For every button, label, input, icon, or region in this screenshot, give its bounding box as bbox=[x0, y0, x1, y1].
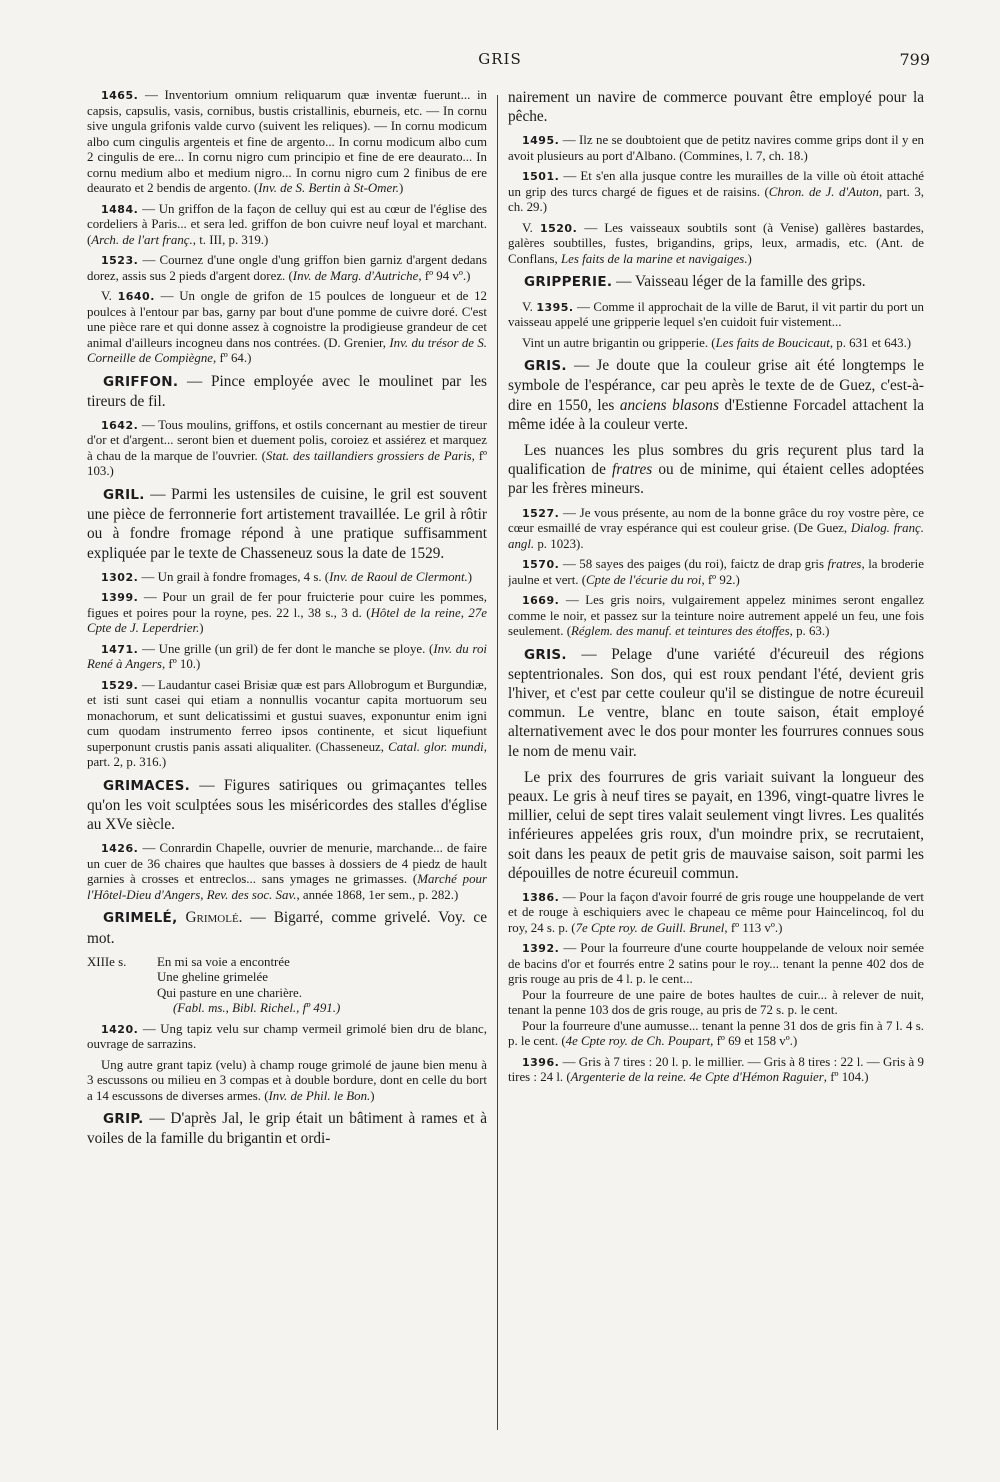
citation-source: Cpte de l'écurie du roi bbox=[586, 572, 702, 587]
citation-year: 1669. bbox=[522, 594, 560, 608]
citation-source: Arch. de l'art franç. bbox=[91, 232, 193, 247]
headword-variant: Grimolé. bbox=[177, 909, 243, 927]
citation-year: 1501. bbox=[522, 170, 560, 184]
citation-source: Hôtel de la reine, 27e Cpte de J. Leperdrier. bbox=[87, 605, 487, 636]
left-column bbox=[87, 88, 487, 1448]
citation-1395-cont: Vint un autre brigantin ou gripperie. (Les faits de Boucicaut, p. 631 et 643.) bbox=[522, 335, 912, 350]
citation-year: 1426. bbox=[101, 842, 139, 856]
entry-gris-fur-para2: Le prix des fourrures de gris variait suivant la longueur des peaux. Le gris à neuf tires se payait, en 1396, vingt-quatre livres le millier, celui de sept tires valait seulement vingt livres. Les qualités inférieures appelées gris roux, d'un moindre prix, se recrutaient, soit dans les peaux de petit gris de mauvaise saison, soit parmi les dépouilles de notre écureuil commun. bbox=[508, 768, 924, 882]
citation-1484: 1484. — Un griffon de la façon de celluy qui est au cœur de l'église des cordeliers à Paris... et sera led. griffon de bon cuivre neuf loyal et marchant. (Arch. de l'art franç., t. III, p. 319.) bbox=[87, 201, 487, 247]
verse-quote bbox=[87, 955, 487, 1017]
citation-1642: 1642. — Tous moulins, griffons, et ostils concernant au mestier de tireur d'or et d'argent... seront bien et duement polis, coroiez et assiérez et marquez à chau de la marque de l'ouvrier. (Stat. des taillandiers grossiers de Paris, fº 103.) bbox=[87, 417, 487, 479]
citation-source: Dialog. franç. angl. bbox=[508, 521, 924, 551]
verse-line: Une gheline grimelée bbox=[157, 970, 268, 985]
citation-1465: 1465. — Inventorium omnium reliquarum quæ inventæ fuerunt... in capsis, capsulis, vasis, cornibus, bustis cristallinis, eburneis, etc. — In cornu sive ungula grifonis valde curvo (suivent les reliques). — In cornu modicum albo cum cingulis argenteis et fine de argento... In cornu modicum albo cum 2 cingulis de ere... In cornu nigro cum principio et fine de ere deaurato... In cornu medium albo et medium nigro... In cornu nigro cum 2 finibus de ere deaurato et 2 bendis de argento. (Inv. de S. Bertin à St-Omer.) bbox=[87, 88, 487, 195]
citation-1640: V. 1640. — Un ongle de grifon de 15 poulces de longueur et de 12 poulces à l'entour par bas, garny par bout d'une pomme de cuivre doré. C'est une pièce rare et qui donne assez à cognoistre la prodigieuse grandeur de cet animal d'ailleurs incogneu dans nos contrées. (D. Grenier, Inv. du trésor de S. Corneille de Compiègne, fº 64.) bbox=[87, 289, 487, 365]
citation-1420-cont: Ung autre grant tapiz (velu) à champ rouge grimolé de jaune bien menu à 3 escussons ou milieu en 3 compas et à double bordure, dont en celle du bort a 14 escussons de diverses armes. (Inv. de Phil. le Bon.) bbox=[87, 1057, 487, 1103]
citation-year: 1520. bbox=[539, 221, 578, 235]
citation-1570: 1570. — 58 sayes des paiges (du roi), faictz de drap gris fratres, la broderie jaulne et vert. (Cpte de l'écurie du roi, fº 92.) bbox=[508, 557, 924, 587]
citation-source: Réglem. des manuf. et teintures des étoffes bbox=[571, 624, 790, 639]
citation-1386: 1386. — Pour la façon d'avoir fourré de gris rouge une houppelande de vert et de rouge à eschiquiers avec le chapeau ce même pour Haincelincoq, fol du roy, 24 s. p. (7e Cpte roy. de Guill. Brunel, fº 113 vº.) bbox=[508, 889, 924, 935]
headword: GRIL. bbox=[103, 486, 145, 503]
headword: GRIS. bbox=[524, 646, 567, 663]
citation-1395: V. 1395. — Comme il approchait de la ville de Barut, il vit partir du port un vaisseau appelé une gripperie lequel s'en cuidoit fuir vistement... bbox=[508, 299, 924, 330]
citation-year: 1420. bbox=[101, 1022, 139, 1036]
citation-year: 1392. bbox=[522, 942, 560, 956]
citation-source: Argenterie de la reine. 4e Cpte d'Hémon Raguier bbox=[570, 1070, 824, 1085]
entry-grimele: GRIMELÉ, Grimolé. — Bigarré, comme grivelé. Voy. ce mot. bbox=[87, 909, 487, 947]
citation-source: Les faits de Boucicaut bbox=[715, 335, 830, 350]
column-divider bbox=[497, 95, 498, 1430]
citation-source: Inv. du roi René à Angers bbox=[87, 641, 487, 672]
headword: GRIMACES. bbox=[103, 777, 191, 794]
citation-year: 1527. bbox=[522, 506, 560, 520]
citation-year: 1399. bbox=[101, 591, 139, 605]
headword: GRIMELÉ, bbox=[103, 910, 178, 927]
page-number: 799 bbox=[899, 50, 930, 69]
citation-source: Inv. du trésor de S. Corneille de Compiègne bbox=[87, 335, 487, 365]
citation-source: Stat. des taillandiers grossiers de Paris bbox=[265, 448, 472, 463]
entry-gril: GRIL. — Parmi les ustensiles de cuisine, le gril est souvent une pièce de ferronnerie fort artistement travaillée. Le gril à rôtir ou à fondre fromage répond à une pratique suffisamment expliquée par le texte de Chasseneuz sous la date de 1529. bbox=[87, 485, 487, 562]
citation-year: 1471. bbox=[101, 642, 139, 656]
citation-1399: 1399. — Pour un grail de fer pour fruicterie pour cuire les pommes, figues et poires pour la royne, pes. 22 l., 38 s., 3 d. (Hôtel de la reine, 27e Cpte de J. Leperdrier.) bbox=[87, 590, 487, 636]
citation-source: Chron. de J. d'Auton bbox=[768, 184, 879, 199]
citation-source: 4e Cpte roy. de Ch. Poupart bbox=[565, 1034, 711, 1049]
verse-source: (Fabl. ms., Bibl. Richel., fº 491.) bbox=[173, 1001, 341, 1016]
right-column bbox=[508, 88, 924, 1448]
citation-year: 1302. bbox=[101, 570, 139, 584]
citation-1392: 1392. — Pour la fourreure d'une courte houppelande de veloux noir semée de bacins d'or et fourrés entre 2 satins pour le roy... tenant la penne 402 dos de gris rouge au pris de 4 l. p. le cent... bbox=[508, 941, 924, 987]
verse-century: XIIIe s. bbox=[87, 954, 127, 969]
entry-gris-color-para2: Les nuances les plus sombres du gris reçurent plus tard la qualification de fratres ou de minime, qui étaient celles adoptées par les frères mineurs. bbox=[508, 441, 924, 498]
entry-grip-continued: nairement un navire de commerce pouvant être employé pour la pêche. bbox=[508, 89, 924, 126]
citation-year: 1570. bbox=[522, 558, 560, 572]
entry-grip: GRIP. — D'après Jal, le grip était un bâtiment à rames et à voiles de la famille du brigantin et ordi- bbox=[87, 1110, 487, 1148]
headword: GRIP. bbox=[103, 1111, 144, 1128]
citation-year: 1395. bbox=[536, 300, 574, 314]
entry-gris-fur: GRIS. — Pelage d'une variété d'écureuil des régions septentrionales. Son dos, qui est roux pendant l'été, devient gris l'hiver, et c'est par cette couleur qu'il se distingue de notre écureuil commun. Le ventre, blanc en toute saison, était employé alternativement avec le dos pour monter les fourrures connues sous le nom de menu vair. bbox=[508, 645, 924, 760]
headword: GRIPPERIE. bbox=[524, 274, 613, 291]
citation-year: 1465. bbox=[101, 89, 139, 102]
citation-year: 1386. bbox=[522, 890, 560, 904]
headword: GRIS. bbox=[524, 358, 567, 375]
verse-line: En mi sa voie a encontrée bbox=[157, 954, 290, 969]
citation-1523: 1523. — Cournez d'une ongle d'ung griffon bien garniz d'argent dedans dorez, assis sus 2 pieds d'argent dorez. (Inv. de Marg. d'Autriche, fº 94 vº.) bbox=[87, 253, 487, 283]
citation-1501: 1501. — Et s'en alla jusque contre les murailles de la ville où étoit attaché un grip des turcs chargé de figues et de raisins. (Chron. de J. d'Auton, part. 3, ch. 29.) bbox=[508, 169, 924, 215]
citation-year: 1396. bbox=[522, 1055, 560, 1069]
citation-1520: V. 1520. — Les vaisseaux soubtils sont (à Venise) gallères bastardes, galères soubtilles, fustes, brigandins, grips, leux, armadis, etc. (Ant. de Conflans, Les faits de la marine et navigaiges.) bbox=[508, 220, 924, 266]
citation-source: Catal. glor. mundi bbox=[388, 739, 484, 754]
citation-year: 1523. bbox=[101, 254, 139, 267]
citation-1426: 1426. — Conrardin Chapelle, ouvrier de menurie, marchande... de faire un cuer de 36 chaires que haultes que basses à dossiers de 4 piedz de hault garnies à crosses et entreclos... sans ymages ne grimasses. (Marché pour l'Hôtel-Dieu d'Angers, Rev. des soc. Sav., année 1868, 1er sem., p. 282.) bbox=[87, 841, 487, 902]
citation-1302: 1302. — Un grail à fondre fromages, 4 s. (Inv. de Raoul de Clermont.) bbox=[101, 569, 473, 584]
citation-source: Inv. de Raoul de Clermont. bbox=[329, 569, 468, 584]
citation-1529: 1529. — Laudantur casei Brisiæ quæ est pars Allobrogum et Burgundiæ, et isti sunt casei qui etiam a nonnullis vocantur capita mortuorum seu monachorum, et sunt delicatissimi et gustui suaves, exponuntur enim igni cum quodam instrumento ferreo ipsos continente, et sicut liquefiunt superponunt crustis panis assati aliqualiter. (Chasseneuz, Catal. glor. mundi, part. 2, p. 316.) bbox=[87, 677, 487, 770]
citation-1396: 1396. — Gris à 7 tires : 20 l. p. le millier. — Gris à 8 tires : 22 l. — Gris à 9 tires : 24 l. (Argenterie de la reine. 4e Cpte d'Hémon Raguier, fº 104.) bbox=[508, 1054, 924, 1085]
entry-gripperie: GRIPPERIE. — Vaisseau léger de la famille des grips. bbox=[524, 273, 866, 291]
entry-grimaces: GRIMACES. — Figures satiriques ou grimaçantes telles qu'on les voit sculptées sous les miséricordes des stalles d'église au XVe siècle. bbox=[87, 776, 487, 834]
citation-year: 1495. bbox=[522, 134, 560, 148]
citation-year: 1640. bbox=[117, 290, 155, 303]
headword: GRIFFON. bbox=[103, 373, 179, 390]
citation-source: Inv. de Marg. d'Autriche bbox=[292, 268, 419, 283]
citation-1420: 1420. — Ung tapiz velu sur champ vermeil grimolé bien dru de blanc, ouvrage de sarrazins. bbox=[87, 1021, 487, 1052]
citation-1392-cont: Pour la fourreure d'une aumusse... tenant la penne 31 dos de gris fin à 7 l. 4 s. p. le cent. (4e Cpte roy. de Ch. Poupart, fº 69 et 158 vº.) bbox=[508, 1018, 924, 1049]
citation-source: Marché pour l'Hôtel-Dieu d'Angers, Rev. des soc. Sav. bbox=[87, 872, 487, 902]
citation-source: 7e Cpte roy. de Guill. Brunel bbox=[575, 920, 725, 935]
entry-griffon: GRIFFON. — Pince employée avec le moulinet par les tireurs de fil. bbox=[87, 372, 487, 410]
citation-source: Les faits de la marine et navigaiges. bbox=[561, 251, 748, 266]
verse-line: Qui pasture en une charière. bbox=[157, 985, 302, 1000]
citation-source: Inv. de Phil. le Bon. bbox=[268, 1088, 371, 1103]
citation-year: 1529. bbox=[101, 678, 139, 692]
citation-year: 1642. bbox=[101, 418, 139, 432]
running-head bbox=[0, 50, 1000, 74]
citation-1392-cont: Pour la fourreure de une paire de botes haultes de cuir... à relever de nuit, tenant la penne 103 dos de gris rouge, au pris de 72 s. p. le cent. bbox=[508, 987, 924, 1018]
citation-1495: 1495. — Ilz ne se doubtoient que de petitz navires comme grips dont il y en avoit plusieurs au port d'Albano. (Commines, l. 7, ch. 18.) bbox=[508, 133, 924, 163]
citation-1669: 1669. — Les gris noirs, vulgairement appelez minimes seront engallez comme le noir, et passez sur la teinture noire autrement appelé un feu, une fois seulement. (Réglem. des manuf. et teintures des étoffes, p. 63.) bbox=[508, 593, 924, 639]
citation-1527: 1527. — Je vous présente, au nom de la bonne grâce du roy vostre père, ce cœur esmaillé de vray espérance qui est couleur grise. (De Guez, Dialog. franç. angl. p. 1023). bbox=[508, 505, 924, 551]
citation-source: Inv. de S. Bertin à St-Omer. bbox=[258, 181, 400, 195]
page-header-title: GRIS bbox=[478, 50, 522, 68]
citation-1471: 1471. — Une grille (un gril) de fer dont le manche se ploye. (Inv. du roi René à Angers, fº 10.) bbox=[87, 641, 487, 672]
citation-year: 1484. bbox=[101, 202, 139, 216]
entry-gris-color: GRIS. — Je doute que la couleur grise ait été longtemps le symbole de l'espérance, car peu après le texte de de Guez, c'est-à-dire en 1550, les anciens blasons d'Estienne Forcadel attachent la même idée à la couleur verte. bbox=[508, 357, 924, 433]
